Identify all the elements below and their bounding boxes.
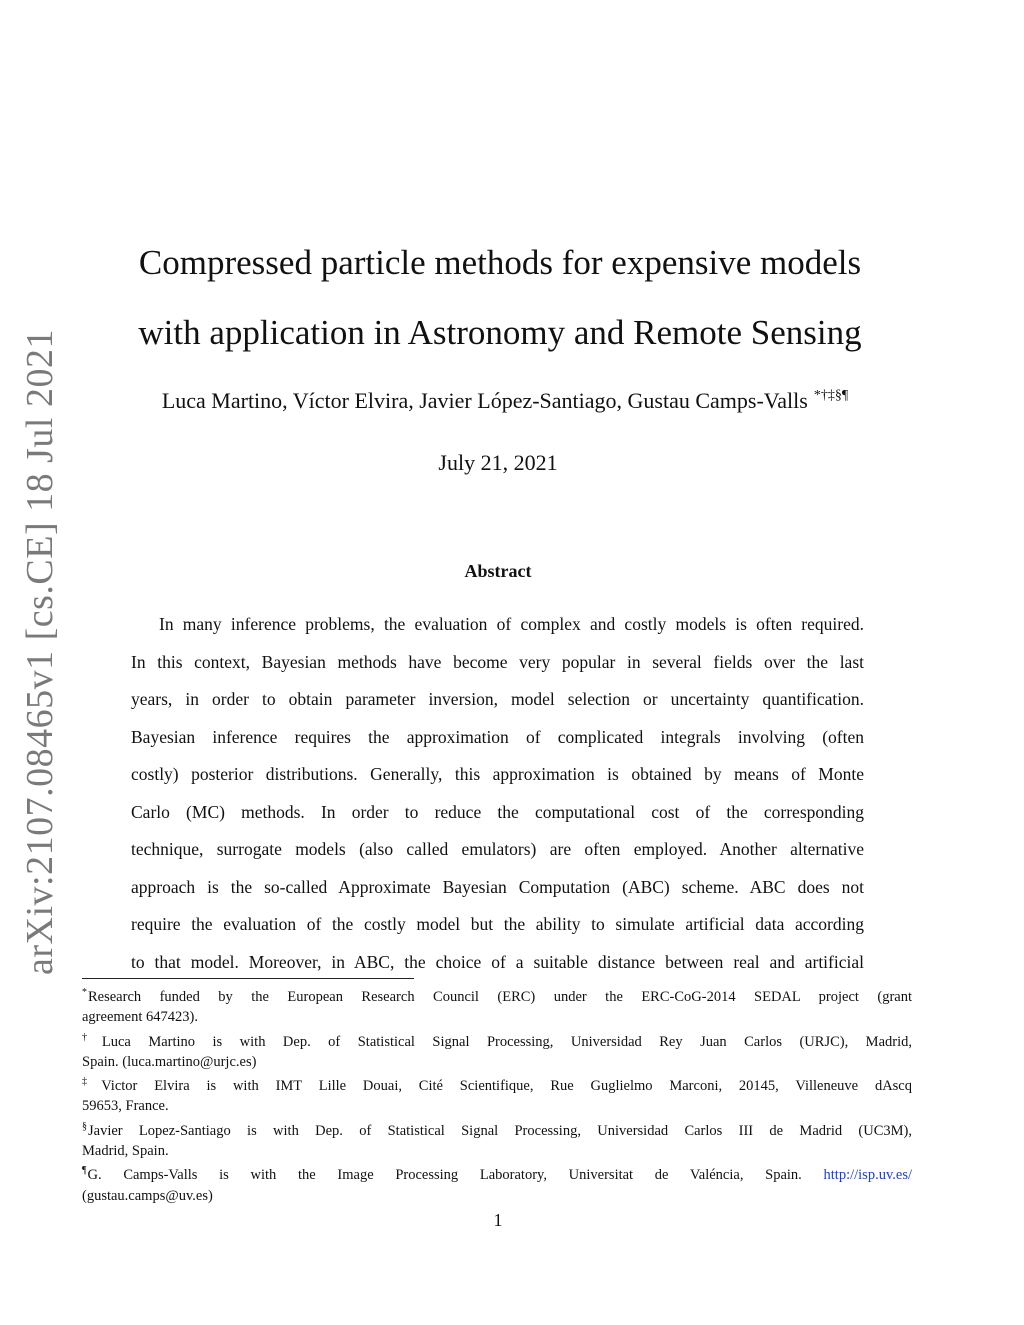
footnote-text: Victor Elvira is with IMT Lille Douai, Cité Scientifique, Rue Guglielmo Marconi, 20145, Villeneuve dAscq (101, 1078, 912, 1095)
abstract-line: technique, surrogate models (also called emulators) are often employed. Another alternative (131, 839, 864, 859)
footnote-text: Luca Martino is with Dep. of Statistical Signal Processing, Universidad Rey Juan Carlos (URJC), Madrid, (101, 1033, 912, 1050)
abstract-line: In many inference problems, the evaluation of complex and costly models is often required. (159, 614, 864, 634)
footnote-mark: * (82, 987, 87, 998)
abstract-heading: Abstract (464, 561, 532, 581)
footnote-text: Research funded by the European Research Council (ERC) under the ERC-CoG-2014 SEDAL project (grant (88, 989, 912, 1005)
isp-website-link[interactable]: http://isp.uv.es/ (823, 1167, 912, 1184)
footnote-text: G. Camps-Valls is with the Image Processing Laboratory, Universitat de Valéncia, Spain. (87, 1167, 802, 1184)
footnote-line: Spain. (luca.martino@urjc.es) (82, 1053, 257, 1070)
abstract-line: require the evaluation of the costly model but the ability to simulate artificial data according (131, 914, 864, 934)
footnote-camps-valls (82, 1161, 912, 1206)
footnote-divider (82, 978, 414, 979)
footnote-line: agreement 647423). (82, 1009, 198, 1026)
footnote-line (82, 1161, 912, 1185)
author-names: Luca Martino, Víctor Elvira, Javier López-Santiago, Gustau Camps-Valls (161, 388, 808, 413)
footnote-line: 59653, France. (82, 1098, 169, 1115)
footnote-line (82, 1028, 912, 1052)
author-footnote-marks: *†‡§¶ (813, 388, 849, 403)
footnote-mark: ¶ (82, 1165, 87, 1177)
abstract-line: approach is the so-called Approximate Bayesian Computation (ABC) scheme. ABC does not (131, 876, 864, 897)
footnote-line: Madrid, Spain. (82, 1143, 169, 1160)
title-line-1: Compressed particle methods for expensive models (138, 243, 862, 282)
paper-title (0, 228, 1000, 368)
abstract-line: to that model. Moreover, in ABC, the choice of a suitable distance between real and artificial (131, 951, 864, 972)
abstract-line: years, in order to obtain parameter inversion, model selection or uncertainty quantification. (131, 689, 864, 709)
abstract-line: Bayesian inference requires the approximation of complicated integrals involving (often (131, 726, 864, 747)
footnote-funding (82, 983, 912, 1028)
abstract-body (131, 606, 864, 981)
author-list (0, 388, 1010, 414)
footnote-line (82, 1072, 912, 1096)
footnotes (82, 983, 912, 1206)
footnote-elvira (82, 1072, 912, 1117)
footnote-line: (gustau.camps@uv.es) (82, 1187, 213, 1204)
abstract-line: In this context, Bayesian methods have become very popular in several fields over the last (131, 651, 864, 672)
footnote-martino (82, 1028, 912, 1073)
publication-date: July 21, 2021 (438, 450, 558, 475)
page-number: 1 (493, 1210, 503, 1230)
title-line-2: with application in Astronomy and Remote Sensing (138, 313, 862, 352)
footnote-mark: ‡ (82, 1076, 101, 1088)
footnote-text: Javier Lopez-Santiago is with Dep. of Statistical Signal Processing, Universidad Carlos III de Madrid (UC3M), (88, 1122, 912, 1139)
footnote-mark: § (82, 1120, 87, 1132)
footnote-lopez-santiago (82, 1117, 912, 1162)
abstract-line: Carlo (MC) methods. In order to reduce the computational cost of the corresponding (131, 801, 864, 822)
abstract-line: costly) posterior distributions. Generally, this approximation is obtained by means of Monte (131, 764, 864, 784)
footnote-mark: † (82, 1031, 101, 1043)
footnote-line (82, 983, 912, 1007)
arxiv-identifier: arXiv:2107.08465v1 [cs.CE] 18 Jul 2021 (19, 329, 61, 975)
footnote-line (82, 1117, 912, 1141)
